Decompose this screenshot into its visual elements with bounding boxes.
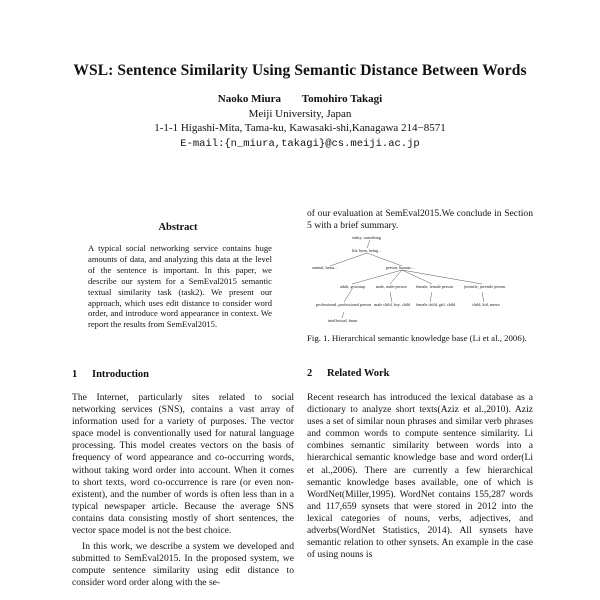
figure-hierarchy xyxy=(312,234,530,324)
hierarchy-diagram xyxy=(312,234,530,324)
paper-title: WSL: Sentence Similarity Using Semantic Distance Between Words xyxy=(73,62,527,79)
section-heading-introduction xyxy=(72,369,149,380)
author-list xyxy=(0,93,600,105)
email: E-mail:{n_miura,takagi}@cs.meiji.ac.jp xyxy=(180,138,420,150)
node-label: adult, grownup xyxy=(340,284,366,289)
section-number: 2 xyxy=(307,368,313,379)
paragraph-continued: of our evaluation at SemEval2015.We conclude in Section 5 with a brief summary. xyxy=(307,208,533,232)
node-label: entity, something xyxy=(352,235,381,240)
node-label: life form, being ... xyxy=(352,248,383,253)
author-name: Tomohiro Takagi xyxy=(301,93,383,105)
introduction-body xyxy=(72,392,294,590)
node-label: female child, girl, child xyxy=(416,302,456,307)
related-work-body: Recent research has introduced the lexical database as a dictionary to analyze short texts(Aziz et al.,2010). Aziz uses a set of similar noun phrases and similar verb phrases and common words to compute sentence similarity. Li combines semantic similarity between words into a hierarchical semantic knowledge base and word order(Li et al.,2006). There are currently a few hierarchical semantic knowledge bases available, one of which is WordNet(Miller,1995). WordNet contains 155,287 words and 117,659 synsets that were stored in 2012 into the lexical categories of nouns, verbs, adjectives, and adverbs(WordNet Statistics, 2014). All synsets have semantic relation to other synsets. An example in the case of using nouns is xyxy=(307,392,533,561)
author-name: Naoko Miura xyxy=(217,93,282,105)
section-number: 1 xyxy=(72,369,78,380)
node-label: juvenile, juvenile person xyxy=(464,284,506,289)
affiliation: Meiji University, Japan xyxy=(248,108,352,120)
section-heading-related-work xyxy=(307,368,390,379)
node-label: female, female person xyxy=(416,284,454,289)
paragraph: In this work, we describe a system we developed and submitted to SemEval2015. In the proposed system, we compute sentence similarity using edit distance to consider word order along with the se- xyxy=(72,541,294,589)
abstract-text: A typical social networking service contains huge amounts of data, and analyzing this data at the level of the sentence is important. In this paper, we describe our system for a SemEval2015 semantic textual similarity task (task2). We present our approach, which uses edit distance to consider word order, and introduce word appearance in context. We report the results from SemEval2015. xyxy=(88,243,272,330)
section-title: Related Work xyxy=(327,368,390,379)
paragraph: The Internet, particularly sites related to social networking services (SNS), contains a vast array of information used for a variety of purposes. The vector space model is conventionally used for natural language processing. This model creates vectors on the basis of frequency of word appearance and co-occurring words, without taking word order into account. When it comes to short texts, word co-occurrence is rare (or even non-existent), and the number of words is often less than in a typical newspaper article. Because the average SNS contains data consisting mostly of short sentences, the vector space model is not the best choice. xyxy=(72,392,294,537)
node-label: intellectual, brain xyxy=(328,318,358,323)
node-label: male, male person xyxy=(376,284,407,289)
node-label: animal, beast... xyxy=(312,265,338,270)
node-label: child, kid, minor xyxy=(472,302,500,307)
node-label: professional, professional person xyxy=(316,302,372,307)
hierarchy-labels xyxy=(312,235,506,324)
figure-caption: Fig. 1. Hierarchical semantic knowledge base (Li et al., 2006). xyxy=(307,333,527,343)
address: 1-1-1 Higashi-Mita, Tama-ku, Kawasaki-shi,Kanagawa 214−8571 xyxy=(154,122,446,134)
node-label: person, human ... xyxy=(386,265,415,270)
node-label: male child, boy, child xyxy=(374,302,411,307)
section-title: Introduction xyxy=(92,369,149,380)
abstract-heading: Abstract xyxy=(158,222,198,233)
